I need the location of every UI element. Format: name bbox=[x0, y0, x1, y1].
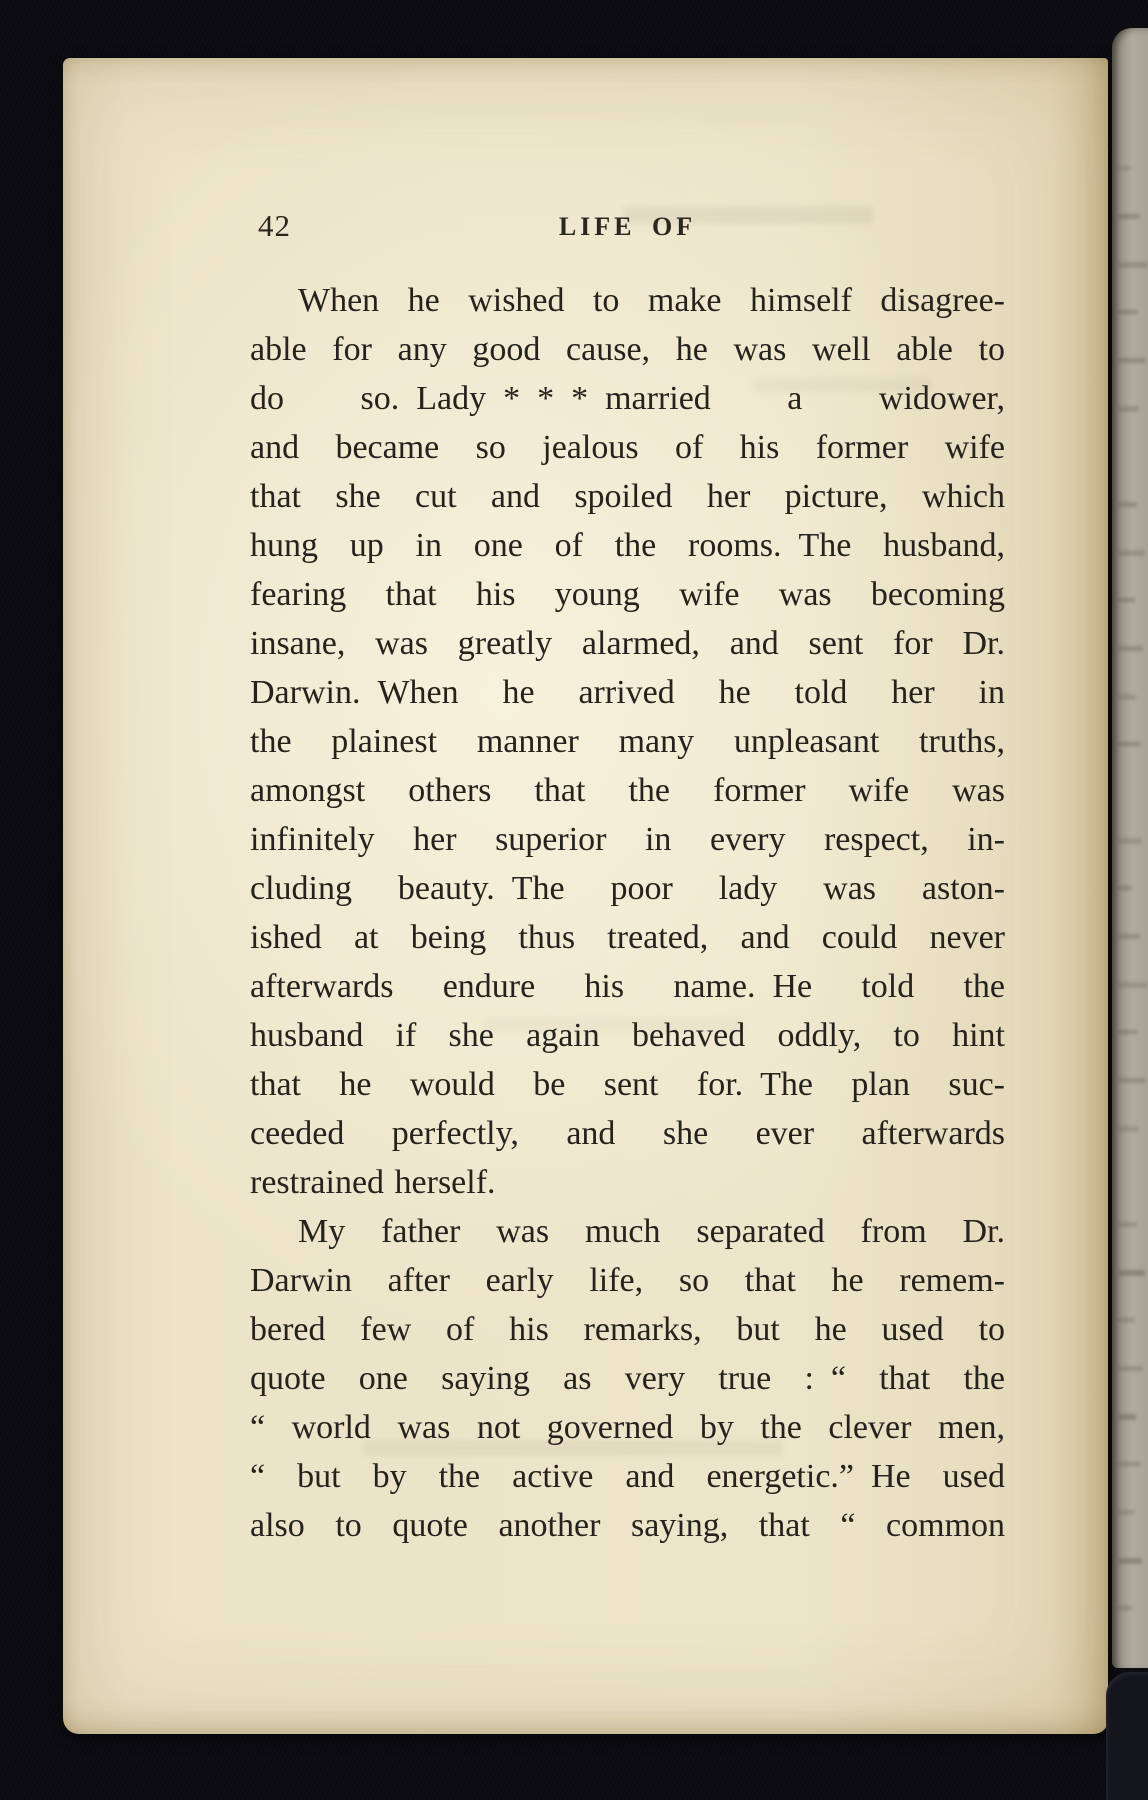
facing-page-edge bbox=[1112, 28, 1148, 1668]
edge-print-smudge bbox=[1118, 1558, 1142, 1564]
edge-print-smudge bbox=[1116, 598, 1135, 602]
text-line: that he would be sent for. The plan suc- bbox=[250, 1066, 1005, 1103]
text-line: My father was much separated from Dr. bbox=[298, 1213, 1005, 1250]
edge-print-smudge bbox=[1116, 886, 1132, 890]
edge-print-smudge bbox=[1117, 502, 1137, 507]
edge-print-smudge bbox=[1117, 214, 1140, 219]
edge-print-smudge bbox=[1118, 1126, 1139, 1132]
text-line: “ but by the active and energetic.” He used bbox=[250, 1458, 1005, 1495]
text-line: Darwin after early life, so that he remem- bbox=[250, 1262, 1005, 1299]
edge-print-smudge bbox=[1118, 262, 1148, 268]
text-line: quote one saying as very true : “ that the bbox=[250, 1360, 1005, 1397]
edge-print-smudge bbox=[1118, 1414, 1136, 1420]
text-line: Darwin. When he arrived he told her in bbox=[250, 674, 1005, 711]
text-line: When he wished to make himself disagree- bbox=[298, 282, 1005, 319]
edge-print-smudge bbox=[1118, 982, 1148, 988]
edge-print-smudge bbox=[1116, 166, 1132, 170]
text-block bbox=[250, 276, 1005, 1550]
edge-print-smudge bbox=[1118, 550, 1145, 556]
text-line: and became so jealous of his former wife bbox=[250, 429, 1005, 466]
text-line: infinitely her superior in every respect, in- bbox=[250, 821, 1005, 858]
edge-print-smudge bbox=[1118, 838, 1142, 844]
text-line: the plainest manner many unpleasant truths, bbox=[250, 723, 1005, 760]
text-line: do so. Lady * * * married a widower, bbox=[250, 380, 1005, 417]
text-line: that she cut and spoiled her picture, which bbox=[250, 478, 1005, 515]
edge-print-smudge bbox=[1117, 358, 1146, 363]
edge-print-smudge bbox=[1116, 1606, 1132, 1610]
book-cover-edge bbox=[1106, 1672, 1148, 1800]
edge-print-smudge bbox=[1117, 934, 1140, 939]
edge-print-smudge bbox=[1116, 310, 1138, 314]
edge-print-smudge bbox=[1116, 742, 1141, 746]
edge-print-smudge bbox=[1117, 1078, 1146, 1083]
text-line: insane, was greatly alarmed, and sent for Dr. bbox=[250, 625, 1005, 662]
text-line: restrained herself. bbox=[250, 1164, 496, 1201]
text-line: hung up in one of the rooms. The husband, bbox=[250, 527, 1005, 564]
edge-print-smudge bbox=[1116, 1318, 1135, 1322]
edge-print-smudge bbox=[1118, 1270, 1145, 1276]
text-line: also to quote another saying, that “ common bbox=[250, 1507, 1005, 1544]
text-line: “ world was not governed by the clever men, bbox=[250, 1409, 1005, 1446]
edge-print-smudge bbox=[1117, 646, 1143, 651]
edge-print-smudge bbox=[1116, 1030, 1138, 1034]
text-line: ceeded perfectly, and she ever afterwards bbox=[250, 1115, 1005, 1152]
edge-print-smudge bbox=[1117, 1366, 1143, 1371]
text-line: amongst others that the former wife was bbox=[250, 772, 1005, 809]
edge-print-smudge bbox=[1118, 406, 1139, 412]
running-title: LIFE OF bbox=[558, 212, 697, 241]
page-number: 42 bbox=[258, 208, 291, 243]
text-line: fearing that his young wife was becoming bbox=[250, 576, 1005, 613]
edge-print-smudge bbox=[1118, 694, 1136, 700]
text-line: cluding beauty. The poor lady was aston- bbox=[250, 870, 1005, 907]
text-line: husband if she again behaved oddly, to hint bbox=[250, 1017, 1005, 1054]
page-header bbox=[250, 204, 1005, 250]
text-line: able for any good cause, he was well able to bbox=[250, 331, 1005, 368]
edge-print-smudge bbox=[1117, 1222, 1137, 1227]
text-line: bered few of his remarks, but he used to bbox=[250, 1311, 1005, 1348]
text-line: afterwards endure his name. He told the bbox=[250, 968, 1005, 1005]
edge-print-smudge bbox=[1117, 1510, 1134, 1515]
text-line: ished at being thus treated, and could never bbox=[250, 919, 1005, 956]
edge-print-smudge bbox=[1116, 1462, 1141, 1466]
book-page bbox=[63, 58, 1108, 1734]
